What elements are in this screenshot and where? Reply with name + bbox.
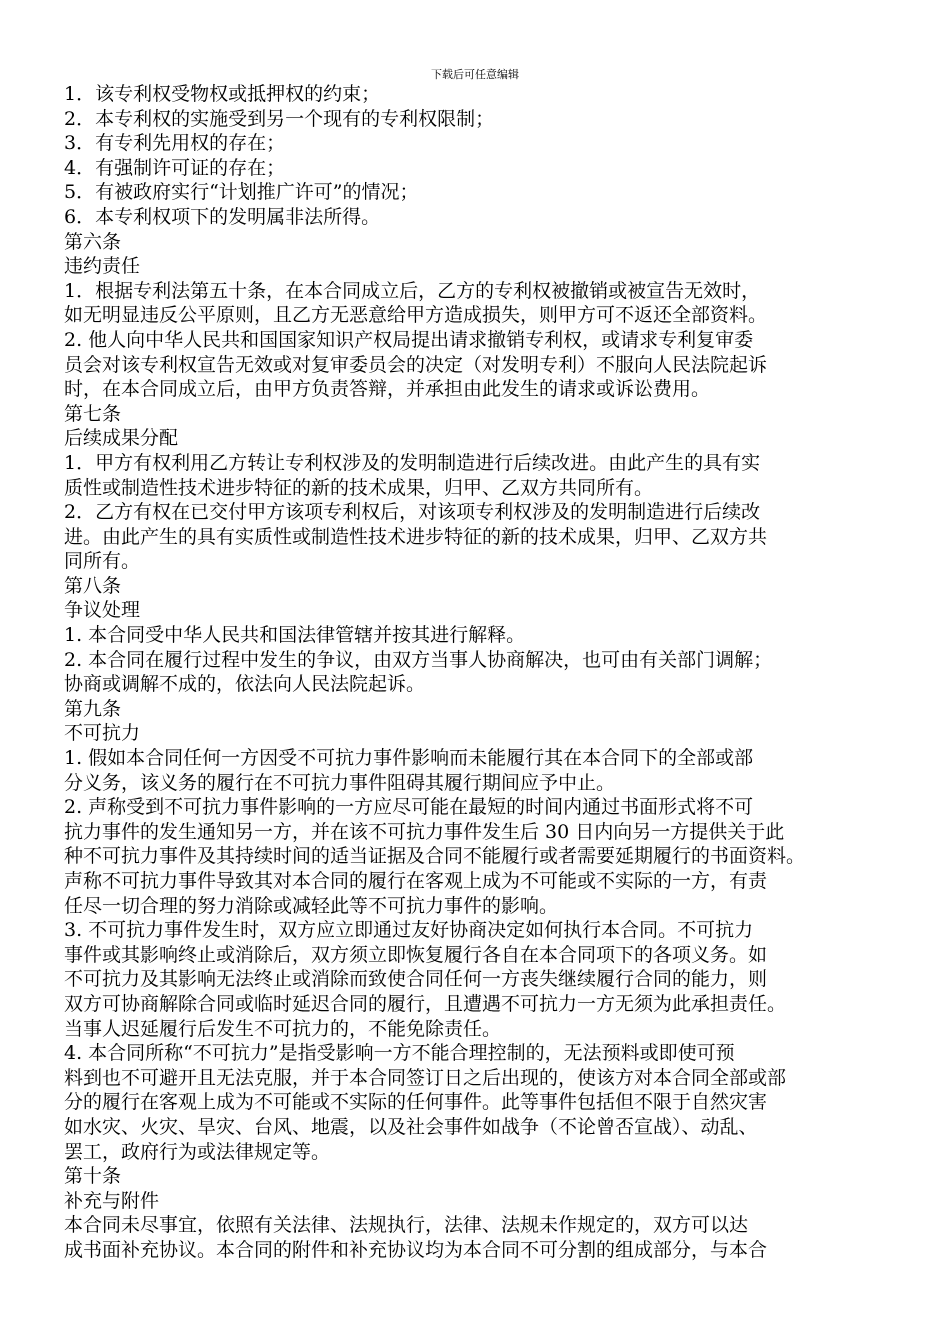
article-title: 违约责任	[64, 255, 141, 278]
text-line: 任尽一切合理的努力消除或减轻此等不可抗力事件的影响。	[64, 894, 559, 917]
article-heading: 第八条	[64, 574, 122, 597]
text-line: 进。由此产生的具有实质性或制造性技术进步特征的新的技术成果，归甲、乙双方共	[64, 525, 768, 548]
text-line: 如无明显违反公平原则，且乙方无恶意给甲方造成损失，则甲方可不返还全部资料。	[64, 304, 768, 327]
text-line: 3. 不可抗力事件发生时，双方应立即通过友好协商决定如何执行本合同。不可抗力	[64, 919, 754, 942]
text-line: 1．该专利权受物权或抵押权的约束；	[64, 83, 381, 105]
article-title: 后续成果分配	[64, 427, 179, 450]
text-line: 种不可抗力事件及其持续时间的适当证据及合同不能履行或者需要延期履行的书面资料。	[64, 845, 806, 868]
text-line: 分义务，该义务的履行在不可抗力事件阻碍其履行期间应予中止。	[64, 771, 616, 794]
text-line: 协商或调解不成的，依法向人民法院起诉。	[64, 673, 426, 696]
text-line: 事件或其影响终止或消除后，双方须立即恢复履行各自在本合同项下的各项义务。如	[64, 943, 768, 966]
article-title: 不可抗力	[64, 722, 141, 745]
text-line: 2. 本合同在履行过程中发生的争议，由双方当事人协商解决，也可由有关部门调解；	[64, 648, 773, 671]
text-line: 质性或制造性技术进步特征的新的技术成果，归甲、乙双方共同所有。	[64, 476, 654, 499]
text-line: 料到也不可避开且无法克服，并于本合同签订日之后出现的，使该方对本合同全部或部	[64, 1066, 787, 1089]
text-line: 成书面补充协议。本合同的附件和补充协议均为本合同不可分割的组成部分，与本合	[64, 1238, 768, 1261]
article-title: 争议处理	[64, 599, 141, 622]
article-heading: 第十条	[64, 1165, 122, 1188]
article-title: 补充与附件	[64, 1189, 160, 1212]
document-body	[64, 82, 894, 1263]
text-line: 抗力事件的发生通知另一方，并在该不可抗力事件发生后 30 日内向另一方提供关于此	[64, 820, 785, 843]
article-heading: 第七条	[64, 402, 122, 425]
text-line: 声称不可抗力事件导致其对本合同的履行在客观上成为不可能或不实际的一方，有责	[64, 870, 768, 892]
text-line: 罢工，政府行为或法律规定等。	[64, 1140, 331, 1163]
page-header: 下载后可任意编辑	[431, 68, 519, 81]
article-heading: 第九条	[64, 697, 122, 720]
text-line: 2．乙方有权在已交付甲方该项专利权后，对该项专利权涉及的发明制造进行后续改	[64, 501, 761, 524]
text-line: 3．有专利先用权的存在；	[64, 132, 286, 155]
text-line: 6．本专利权项下的发明属非法所得。	[64, 205, 381, 228]
text-line: 不可抗力及其影响无法终止或消除而致使合同任何一方丧失继续履行合同的能力，则	[64, 968, 768, 991]
text-line: 5．有被政府实行“计划推广许可”的情况；	[64, 181, 419, 204]
text-line: 如水灾、火灾、旱灾、台风、地震，以及社会事件如战争（不论曾否宣战）、动乱、	[64, 1115, 758, 1138]
text-line: 1. 假如本合同任何一方因受不可抗力事件影响而未能履行其在本合同下的全部或部	[64, 747, 754, 770]
text-line: 4. 本合同所称“不可抗力”是指受影响一方不能合理控制的，无法预料或即使可预	[64, 1042, 735, 1065]
text-line: 分的履行在客观上成为不可能或不实际的任何事件。此等事件包括但不限于自然灾害	[64, 1091, 768, 1114]
text-line: 2. 声称受到不可抗力事件影响的一方应尽可能在最短的时间内通过书面形式将不可	[64, 796, 754, 819]
text-line: 4．有强制许可证的存在；	[64, 156, 286, 179]
text-line: 本合同未尽事宜，依照有关法律、法规执行，法律、法规未作规定的，双方可以达	[64, 1214, 749, 1237]
text-line: 当事人迟延履行后发生不可抗力的，不能免除责任。	[64, 1017, 502, 1040]
text-line: 1. 本合同受中华人民共和国法律管辖并按其进行解释。	[64, 624, 526, 647]
text-line: 时，在本合同成立后，由甲方负责答辩，并承担由此发生的请求或诉讼费用。	[64, 378, 711, 401]
text-line: 员会对该专利权宣告无效或对复审委员会的决定（对发明专利）不服向人民法院起诉	[64, 353, 768, 376]
text-line: 同所有。	[64, 550, 141, 573]
text-line: 1．根据专利法第五十条，在本合同成立后，乙方的专利权被撤销或被宣告无效时，	[64, 279, 761, 302]
article-heading: 第六条	[64, 230, 122, 253]
text-line: 双方可协商解除合同或临时延迟合同的履行，且遭遇不可抗力一方无须为此承担责任。	[64, 992, 787, 1015]
text-line: 2. 他人向中华人民共和国国家知识产权局提出请求撤销专利权，或请求专利复审委	[64, 328, 754, 351]
text-line: 2．本专利权的实施受到另一个现有的专利权限制；	[64, 107, 495, 130]
text-line: 1．甲方有权利用乙方转让专利权涉及的发明制造进行后续改进。由此产生的具有实	[64, 451, 761, 474]
